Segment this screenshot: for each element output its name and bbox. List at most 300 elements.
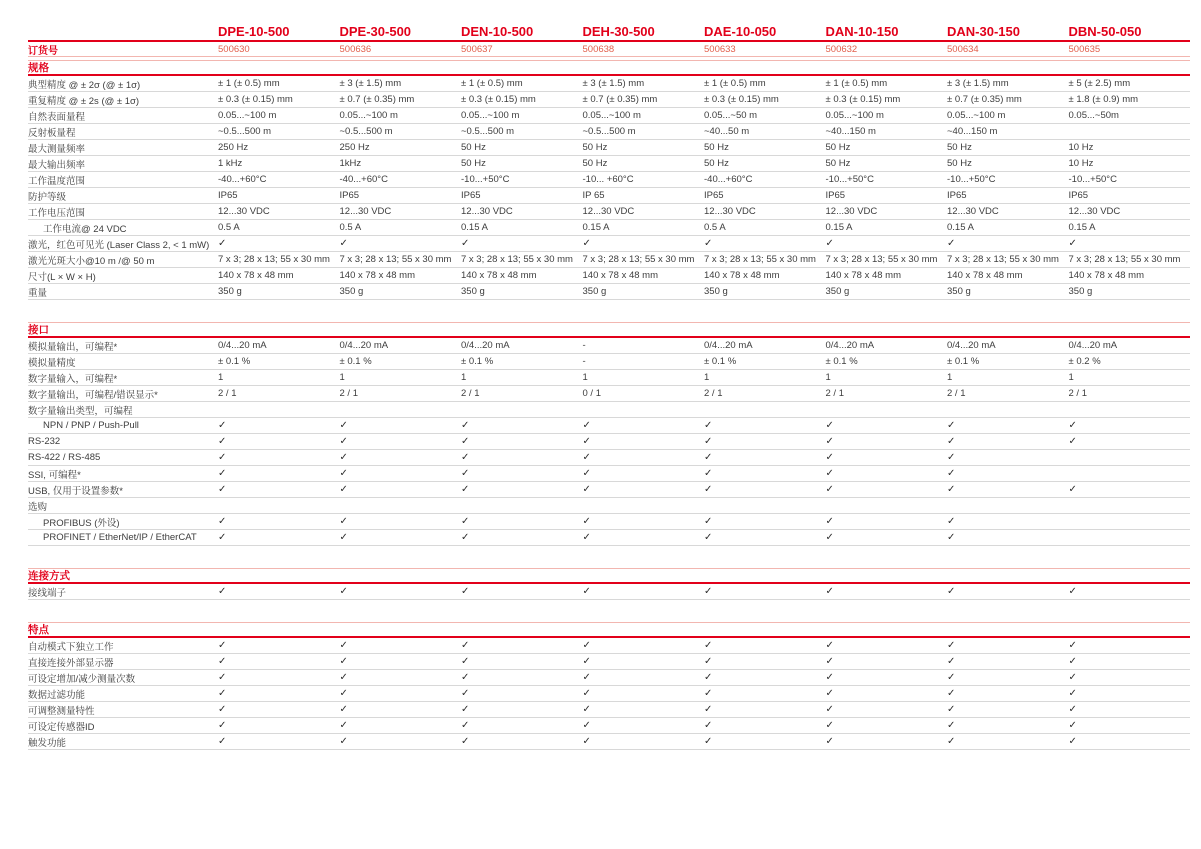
spec-cell: 12...30 VDC [461,206,513,217]
checkmark-icon: ✓ [704,532,713,543]
checkmark-icon: ✓ [582,586,591,597]
table-row [28,284,1190,300]
spec-cell: 0.05...~100 m [339,110,398,121]
spec-cell: 7 x 3; 28 x 13; 55 x 30 mm [339,254,452,265]
product-spec-table [28,22,1190,750]
row-label: 工作温度范围 [28,175,86,187]
checkmark-icon: ✓ [825,704,834,715]
spec-cell: ± 0.1 % [339,356,372,367]
spec-cell: 0.05...~100 m [947,110,1006,121]
table-section [28,322,1190,546]
checkmark-icon: ✓ [461,420,470,431]
checkmark-icon: ✓ [825,720,834,731]
row-label: 触发功能 [28,737,67,749]
spec-cell: 7 x 3; 28 x 13; 55 x 30 mm [1068,254,1181,265]
row-label: USB, 仅用于设置参数* [28,485,124,497]
checkmark-icon: ✓ [582,532,591,543]
order-number: 500632 [825,44,858,55]
checkmark-icon: ✓ [339,704,348,715]
checkmark-icon: ✓ [339,672,348,683]
spec-cell: -40...+60°C [218,174,267,185]
spec-cell: 140 x 78 x 48 mm [582,270,659,281]
spec-cell: ± 1 (± 0.5) mm [461,78,523,89]
checkmark-icon: ✓ [825,420,834,431]
spec-cell: 350 g [825,286,850,297]
checkmark-icon: ✓ [825,656,834,667]
checkmark-icon: ✓ [339,468,348,479]
product-column-header: DAN-30-150 [947,23,1020,39]
checkmark-icon: ✓ [1068,436,1077,447]
spec-cell: ± 0.3 (± 0.15) mm [218,94,293,105]
order-row-label: 订货号 [28,46,58,57]
checkmark-icon: ✓ [582,484,591,495]
spec-cell: ± 1 (± 0.5) mm [704,78,766,89]
spec-cell: 7 x 3; 28 x 13; 55 x 30 mm [461,254,573,265]
table-row [28,140,1190,156]
spec-cell: 0.05...~100 m [825,110,884,121]
spec-cell: 0.05...~50 m [704,110,758,121]
checkmark-icon: ✓ [461,736,470,747]
checkmark-icon: ✓ [339,238,348,249]
spec-cell: ~0.5...500 m [582,126,636,137]
checkmark-icon: ✓ [704,640,713,651]
spec-cell: ~40...50 m [704,126,750,137]
checkmark-icon: ✓ [218,640,227,651]
spec-cell: 1 kHz [218,158,243,169]
checkmark-icon: ✓ [339,420,348,431]
checkmark-icon: ✓ [461,688,470,699]
checkmark-icon: ✓ [947,704,956,715]
checkmark-icon: ✓ [582,688,591,699]
table-section [28,568,1190,600]
checkmark-icon: ✓ [947,586,956,597]
spec-cell: 7 x 3; 28 x 13; 55 x 30 mm [704,254,816,265]
table-row [28,450,1190,466]
spec-cell: -40...+60°C [704,174,753,185]
product-column-header: DEN-10-500 [461,23,534,39]
row-label: 数字量输出类型，可编程 [28,405,133,417]
spec-cell: IP65 [461,190,481,201]
table-row [28,434,1190,450]
spec-cell: 12...30 VDC [218,206,270,217]
checkmark-icon: ✓ [947,468,956,479]
checkmark-icon: ✓ [339,736,348,747]
row-label: PROFINET / EtherNet/IP / EtherCAT [43,532,197,543]
spec-cell: IP65 [704,190,724,201]
order-number-row [28,42,1190,57]
checkmark-icon: ✓ [218,672,227,683]
spec-cell: 10 Hz [1068,142,1094,153]
spec-cell: 1 [582,372,588,383]
spec-cell: 0.5 A [218,222,240,233]
row-label: RS-232 [28,436,61,447]
spec-cell: 0.5 A [339,222,362,233]
table-row [28,252,1190,268]
spec-cell: 350 g [947,286,971,297]
checkmark-icon: ✓ [339,720,348,731]
checkmark-icon: ✓ [218,420,227,431]
spec-cell: 140 x 78 x 48 mm [218,270,294,281]
spec-cell: 2 / 1 [704,388,723,399]
checkmark-icon: ✓ [461,238,470,249]
spec-cell: 50 Hz [461,158,486,169]
spec-cell: 7 x 3; 28 x 13; 55 x 30 mm [825,254,938,265]
spec-cell: 140 x 78 x 48 mm [339,270,416,281]
spec-cell: IP65 [1068,190,1089,201]
spec-cell: 12...30 VDC [1068,206,1121,217]
checkmark-icon: ✓ [582,436,591,447]
checkmark-icon: ✓ [704,468,713,479]
checkmark-icon: ✓ [339,516,348,527]
table-row [28,108,1190,124]
spec-cell: ± 0.1 % [947,356,980,367]
spec-cell: 350 g [704,286,728,297]
checkmark-icon: ✓ [947,238,956,249]
table-row [28,466,1190,482]
row-label: 重量 [28,287,48,299]
spec-cell: 2 / 1 [1068,388,1087,399]
row-label: 工作电压范围 [28,207,86,219]
checkmark-icon: ✓ [461,720,470,731]
row-label: 数字量输入，可编程* [28,373,118,385]
spec-cell: 140 x 78 x 48 mm [1068,270,1145,281]
spec-cell: 1 [461,372,467,383]
spec-cell: ~40...150 m [825,126,876,137]
checkmark-icon: ✓ [218,484,227,495]
order-number: 500637 [461,44,493,55]
checkmark-icon: ✓ [947,640,956,651]
checkmark-icon: ✓ [582,736,591,747]
checkmark-icon: ✓ [339,586,348,597]
table-row [28,124,1190,140]
checkmark-icon: ✓ [582,656,591,667]
product-column-header: DBN-50-050 [1068,23,1142,39]
spec-cell: 0/4...20 mA [1068,340,1118,351]
checkmark-icon: ✓ [947,688,956,699]
table-row [28,482,1190,498]
spec-cell: 12...30 VDC [947,206,999,217]
table-row [28,514,1190,530]
spec-cell: 0 / 1 [582,388,601,399]
row-label: 可调整测量特性 [28,705,95,717]
spec-cell: ± 0.2 % [1068,356,1101,367]
spec-cell: 350 g [582,286,607,297]
spec-cell: IP65 [947,190,967,201]
product-column-header: DAE-10-050 [704,23,777,39]
spec-cell: 250 Hz [218,142,249,153]
checkmark-icon: ✓ [947,672,956,683]
table-row [28,498,1190,514]
checkmark-icon: ✓ [704,484,713,495]
checkmark-icon: ✓ [1068,420,1077,431]
row-label: 工作电流@ 24 VDC [43,223,127,235]
checkmark-icon: ✓ [947,516,956,527]
spec-cell: ± 0.1 % [825,356,858,367]
row-label: 数字量输出，可编程/错误显示* [28,389,158,401]
section-title: 特点 [28,622,1190,638]
spec-cell: 250 Hz [339,142,370,153]
spec-cell: 2 / 1 [825,388,844,399]
checkmark-icon: ✓ [704,688,713,699]
table-row [28,76,1190,92]
spec-cell: ± 0.7 (± 0.35) mm [947,94,1022,105]
spec-cell: ± 0.1 % [461,356,494,367]
checkmark-icon: ✓ [461,516,470,527]
spec-cell: 0.5 A [704,222,726,233]
table-section [28,60,1190,300]
order-number: 500636 [339,44,372,55]
row-label: SSI, 可编程* [28,469,81,481]
spec-cell: ± 1 (± 0.5) mm [218,78,280,89]
table-section [28,622,1190,750]
checkmark-icon: ✓ [461,484,470,495]
table-row [28,584,1190,600]
spec-cell: 0/4...20 mA [218,340,267,351]
checkmark-icon: ✓ [461,452,470,463]
section-title: 接口 [28,322,1190,338]
table-row [28,220,1190,236]
spec-cell: 140 x 78 x 48 mm [461,270,537,281]
section-title: 连接方式 [28,568,1190,584]
checkmark-icon: ✓ [218,532,227,543]
spec-cell: ~40...150 m [947,126,998,137]
checkmark-icon: ✓ [825,436,834,447]
checkmark-icon: ✓ [461,656,470,667]
checkmark-icon: ✓ [1068,640,1077,651]
spec-cell: ± 1 (± 0.5) mm [825,78,888,89]
checkmark-icon: ✓ [825,586,834,597]
spec-cell: -10... +60°C [582,174,634,185]
spec-cell: ± 1.8 (± 0.9) mm [1068,94,1139,105]
spec-cell: 0.05...~100 m [582,110,641,121]
checkmark-icon: ✓ [339,656,348,667]
checkmark-icon: ✓ [825,688,834,699]
row-label: NPN / PNP / Push-Pull [43,420,139,431]
table-row [28,638,1190,654]
table-row [28,418,1190,434]
checkmark-icon: ✓ [704,420,713,431]
spec-cell: ± 0.7 (± 0.35) mm [582,94,658,105]
spec-cell: -10...+50°C [461,174,510,185]
checkmark-icon: ✓ [704,586,713,597]
order-number: 500630 [218,44,250,55]
checkmark-icon: ✓ [1068,672,1077,683]
checkmark-icon: ✓ [947,656,956,667]
spec-cell: 140 x 78 x 48 mm [947,270,1023,281]
checkmark-icon: ✓ [218,704,227,715]
checkmark-icon: ✓ [704,704,713,715]
checkmark-icon: ✓ [1068,586,1077,597]
checkmark-icon: ✓ [461,704,470,715]
spec-cell: 50 Hz [825,142,851,153]
checkmark-icon: ✓ [461,640,470,651]
spec-cell: 350 g [339,286,364,297]
checkmark-icon: ✓ [825,484,834,495]
spec-cell: -10...+50°C [825,174,874,185]
checkmark-icon: ✓ [1068,656,1077,667]
spec-cell: 0.15 A [582,222,610,233]
spec-cell: ± 5 (± 2.5) mm [1068,78,1131,89]
spec-cell: 0.15 A [1068,222,1096,233]
checkmark-icon: ✓ [704,656,713,667]
spec-cell: 0.05...~50m [1068,110,1119,121]
table-row [28,654,1190,670]
spec-cell: 1 [825,372,831,383]
spec-cell: 50 Hz [704,158,729,169]
checkmark-icon: ✓ [582,640,591,651]
spec-cell: ± 3 (± 1.5) mm [947,78,1009,89]
checkmark-icon: ✓ [1068,238,1077,249]
spec-cell: ± 0.3 (± 0.15) mm [825,94,901,105]
row-label: 激光，红色可见光 (Laser Class 2, < 1 mW) [28,239,210,251]
spec-cell: 0/4...20 mA [825,340,875,351]
order-number: 500633 [704,44,736,55]
checkmark-icon: ✓ [461,672,470,683]
spec-cell: 50 Hz [825,158,851,169]
row-label: PROFIBUS (外设) [43,517,120,529]
row-label: 重复精度 @ ± 2s (@ ± 1σ) [28,95,140,107]
spec-cell: IP 65 [582,190,605,201]
table-row [28,686,1190,702]
table-row [28,718,1190,734]
row-label: 可设定增加/减少测量次数 [28,673,136,685]
table-row [28,402,1190,418]
checkmark-icon: ✓ [825,672,834,683]
spec-cell: 0.15 A [461,222,488,233]
spec-cell: ± 3 (± 1.5) mm [582,78,645,89]
spec-cell: 0/4...20 mA [461,340,510,351]
row-label: 自然表面量程 [28,111,86,123]
spec-cell: IP65 [218,190,238,201]
checkmark-icon: ✓ [461,532,470,543]
spec-cell: ± 0.1 % [218,356,251,367]
spec-cell: ± 0.1 % [704,356,737,367]
checkmark-icon: ✓ [582,672,591,683]
table-sections [28,60,1190,750]
row-label: RS-422 / RS-485 [28,452,101,463]
spec-cell: 1 [218,372,224,383]
checkmark-icon: ✓ [218,586,227,597]
spec-cell: 12...30 VDC [704,206,756,217]
checkmark-icon: ✓ [1068,736,1077,747]
checkmark-icon: ✓ [218,238,227,249]
spec-cell: IP65 [825,190,846,201]
checkmark-icon: ✓ [218,656,227,667]
checkmark-icon: ✓ [461,586,470,597]
table-row [28,530,1190,546]
checkmark-icon: ✓ [947,532,956,543]
spec-cell: 50 Hz [947,142,972,153]
table-row [28,338,1190,354]
spec-cell: 2 / 1 [947,388,966,399]
spec-cell: ~0.5...500 m [339,126,393,137]
spec-cell: 2 / 1 [218,388,237,399]
table-row [28,204,1190,220]
row-label: 自动模式下独立工作 [28,641,114,653]
spec-cell: 140 x 78 x 48 mm [704,270,780,281]
spec-cell: 50 Hz [582,142,608,153]
spec-cell: - [582,356,586,367]
checkmark-icon: ✓ [704,452,713,463]
order-number: 500638 [582,44,615,55]
checkmark-icon: ✓ [582,704,591,715]
spec-cell: 12...30 VDC [339,206,392,217]
row-label: 模拟量输出，可编程* [28,341,118,353]
spec-cell: 1 [1068,372,1074,383]
checkmark-icon: ✓ [704,238,713,249]
checkmark-icon: ✓ [218,736,227,747]
checkmark-icon: ✓ [1068,704,1077,715]
spec-cell: 0/4...20 mA [339,340,389,351]
checkmark-icon: ✓ [825,640,834,651]
row-label: 接线端子 [28,587,67,599]
spec-cell: 7 x 3; 28 x 13; 55 x 30 mm [218,254,330,265]
spec-cell: 0/4...20 mA [947,340,996,351]
checkmark-icon: ✓ [947,420,956,431]
spec-cell: -10...+50°C [947,174,996,185]
product-column-header: DEH-30-500 [582,23,655,39]
row-label: 典型精度 @ ± 2σ (@ ± 1σ) [28,79,141,91]
spec-cell: -10...+50°C [1068,174,1117,185]
spec-cell: ~0.5...500 m [461,126,515,137]
checkmark-icon: ✓ [461,468,470,479]
checkmark-icon: ✓ [582,420,591,431]
checkmark-icon: ✓ [339,484,348,495]
checkmark-icon: ✓ [218,516,227,527]
table-row [28,370,1190,386]
spec-cell: 1kHz [339,158,362,169]
checkmark-icon: ✓ [947,484,956,495]
row-label: 最大测量频率 [28,143,86,155]
table-row [28,188,1190,204]
row-label: 直接连接外部显示器 [28,657,114,669]
product-header-row [28,22,1190,42]
checkmark-icon: ✓ [339,532,348,543]
product-column-header: DPE-10-500 [218,23,290,39]
checkmark-icon: ✓ [704,516,713,527]
checkmark-icon: ✓ [218,688,227,699]
spec-cell: 50 Hz [461,142,486,153]
product-column-header: DAN-10-150 [825,23,899,39]
checkmark-icon: ✓ [582,720,591,731]
spec-cell: 0.05...~100 m [218,110,277,121]
product-column-header: DPE-30-500 [339,23,412,39]
row-label: 数据过滤功能 [28,689,86,701]
checkmark-icon: ✓ [1068,484,1077,495]
checkmark-icon: ✓ [825,516,834,527]
spec-cell: 1 [947,372,953,383]
spec-cell: 350 g [218,286,242,297]
table-row [28,734,1190,750]
checkmark-icon: ✓ [704,436,713,447]
spec-cell: 1 [339,372,345,383]
row-label: 可设定传感器ID [28,721,95,733]
spec-cell: IP65 [339,190,360,201]
checkmark-icon: ✓ [947,736,956,747]
checkmark-icon: ✓ [582,452,591,463]
checkmark-icon: ✓ [582,516,591,527]
checkmark-icon: ✓ [704,672,713,683]
spec-cell: 50 Hz [704,142,729,153]
checkmark-icon: ✓ [1068,688,1077,699]
table-row [28,702,1190,718]
spec-cell: -40...+60°C [339,174,388,185]
spec-cell: 12...30 VDC [582,206,635,217]
table-row [28,670,1190,686]
spec-cell: ± 0.3 (± 0.15) mm [704,94,779,105]
checkmark-icon: ✓ [825,736,834,747]
checkmark-icon: ✓ [1068,720,1077,731]
